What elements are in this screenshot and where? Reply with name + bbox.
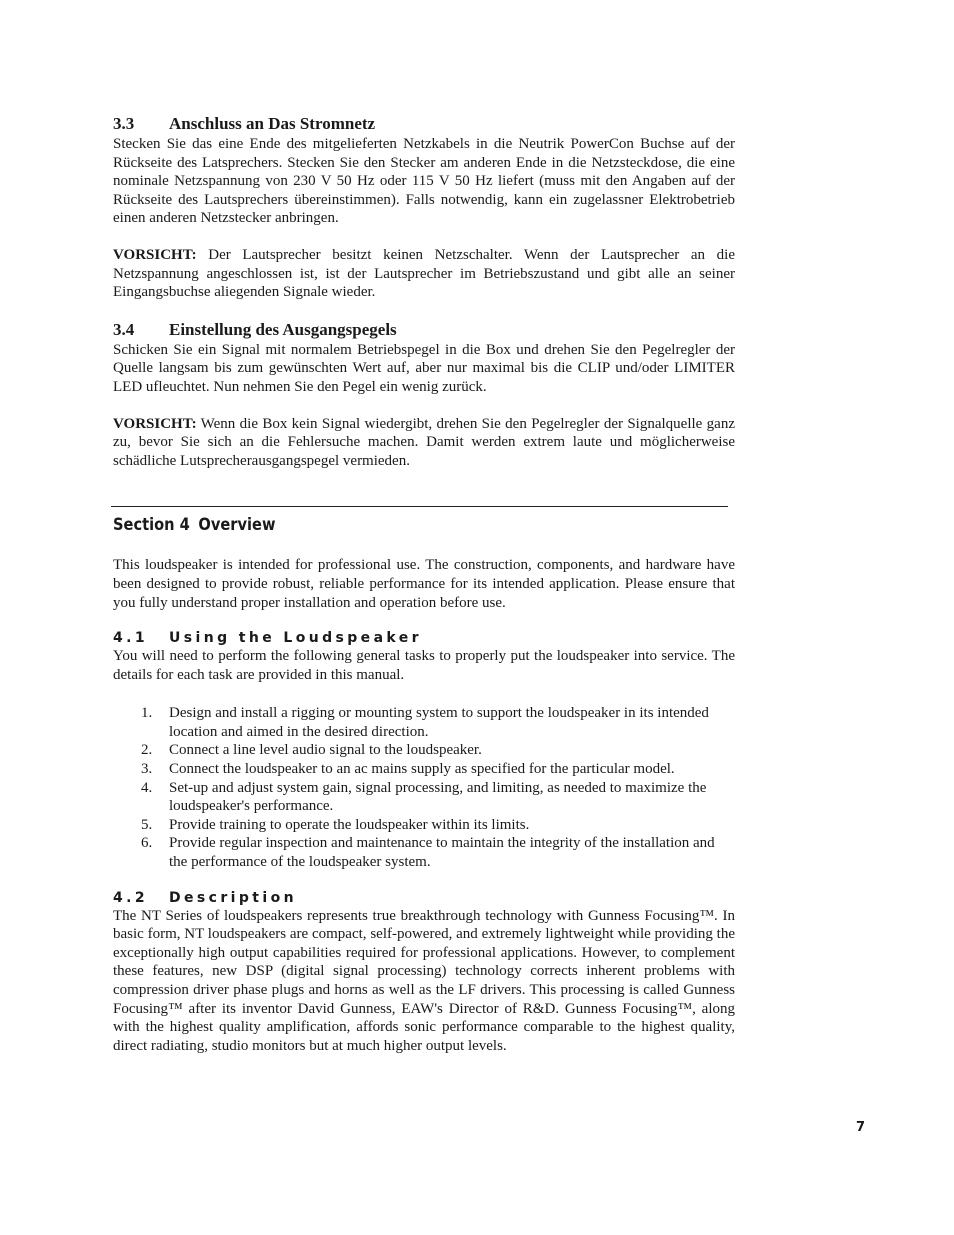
- section-4-heading: [113, 514, 648, 536]
- heading-3-3: [113, 113, 735, 135]
- paragraph-3-3: Stecken Sie das eine Ende des mitgelieferten Netzkabels in die Neutrik PowerCon Buchse auf der Rückseite des Latsprechers. Stecken Sie den Stecker am anderen Ende in die Netzsteckdose, die eine nominale Netzspannung von 230 V 50 Hz oder 115 V 50 Hz liefert (muss mit den Angaben auf der Rückseite des Lautsprechers übereinstimmen). Falls notwendig, kann ein zugelassner Elektrobetrieb einen anderen Netzstecker anbringen.: [113, 136, 735, 227]
- heading-3-4: [113, 319, 735, 341]
- list-item-number: 4.: [141, 779, 153, 796]
- page-content: [113, 113, 735, 1055]
- heading-4-2: [113, 889, 735, 907]
- list-item-number: 6.: [141, 835, 153, 852]
- section-4-title: Overview: [198, 515, 276, 536]
- heading-3-4-number: 3.4: [113, 319, 135, 339]
- heading-4-1-title: Using the Loudspeaker: [169, 630, 422, 647]
- heading-4-1-number: 4.1: [113, 630, 149, 647]
- caution-3-3-label: VORSICHT:: [113, 246, 197, 263]
- heading-4-2-number: 4.2: [113, 889, 149, 906]
- list-item-number: 5.: [141, 816, 153, 833]
- list-item: [113, 760, 735, 779]
- caution-3-3-text: Der Lautsprecher besitzt keinen Netzschalter. Wenn der Lautsprecher an die Netzspannung angeschlossen ist, ist der Lautsprecher im Betriebszustand und gibt alle an seiner Eingangsbuchse aliegenden Signale wieder.: [113, 246, 735, 301]
- caution-3-4-label: VORSICHT:: [113, 415, 197, 432]
- list-item: [113, 779, 735, 816]
- caution-3-4-text: Wenn die Box kein Signal wiedergibt, drehen Sie den Pegelregler der Signalquelle ganz zu, bevor Sie sich an die Fehlersuche machen. Damit werden extrem laute und möglicherweise schädliche Lutsprecherausgangspegel vermieden.: [113, 415, 735, 469]
- page-number: 7: [856, 1120, 866, 1135]
- list-item-text: Provide regular inspection and maintenance to maintain the integrity of the installation and the performance of the loudspeaker system.: [169, 835, 715, 871]
- heading-4-2-title: Description: [169, 889, 297, 906]
- list-item-text: Provide training to operate the loudspeaker within its limits.: [169, 816, 530, 833]
- section-4-label: Section 4: [113, 515, 190, 536]
- task-list: [113, 704, 735, 871]
- paragraph-section-4-intro: This loudspeaker is intended for professional use. The construction, components, and hardware have been designed to provide robust, reliable performance for its intended application. Please ensure that you fully understand proper installation and operation before use.: [113, 557, 735, 611]
- heading-3-3-number: 3.3: [113, 114, 135, 133]
- list-item-number: 2.: [141, 742, 153, 759]
- caution-3-3: [113, 246, 735, 302]
- list-item: [113, 816, 735, 835]
- list-item-number: 3.: [141, 761, 153, 778]
- list-item-text: Connect a line level audio signal to the loudspeaker.: [169, 742, 482, 759]
- list-item-text: Set-up and adjust system gain, signal processing, and limiting, as needed to maximize the loudspeaker's performance.: [169, 779, 707, 815]
- list-item: [113, 834, 735, 871]
- heading-3-4-title: Einstellung des Ausgangspegels: [169, 319, 397, 339]
- caution-3-4: [113, 415, 735, 471]
- heading-3-3-title: Anschluss an Das Stromnetz: [169, 114, 376, 133]
- list-item: [113, 741, 735, 760]
- list-item-number: 1.: [141, 705, 153, 722]
- paragraph-3-4: Schicken Sie ein Signal mit normalem Betriebspegel in die Box und drehen Sie den Pegelregler der Quelle langsam bis zum gewünschten Wert auf, aber nur maximal bis die CLIP und/oder LIMITER LED ufleuchtet. Nun nehmen Sie den Pegel ein wenig zurück.: [113, 341, 735, 395]
- list-item-text: Design and install a rigging or mounting system to support the loudspeaker in its intended location and aimed in the desired direction.: [169, 705, 709, 740]
- heading-4-1: [113, 629, 735, 647]
- paragraph-4-1: You will need to perform the following general tasks to properly put the loudspeaker into service. The details for each task are provided in this manual.: [113, 648, 735, 683]
- paragraph-4-2: The NT Series of loudspeakers represents true breakthrough technology with Gunness Focusing™. In basic form, NT loudspeakers are compact, self-powered, and extremely lightweight while providing the exceptionally high output capabilities required for professional applications. However, to complement these features, new DSP (digital signal processing) technology corrects inherent problems with compression driver phase plugs and horns as well as the LF drivers. This processing is called Gunness Focusing™ after its inventor David Gunness, EAW's Director of R&D. Gunness Focusing™, along with the highest quality amplification, affords sonic performance comparable to the highest quality, direct radiating, studio monitors but at much higher output levels.: [113, 907, 735, 1054]
- list-item-text: Connect the loudspeaker to an ac mains supply as specified for the particular model.: [169, 761, 675, 778]
- list-item: [113, 704, 735, 741]
